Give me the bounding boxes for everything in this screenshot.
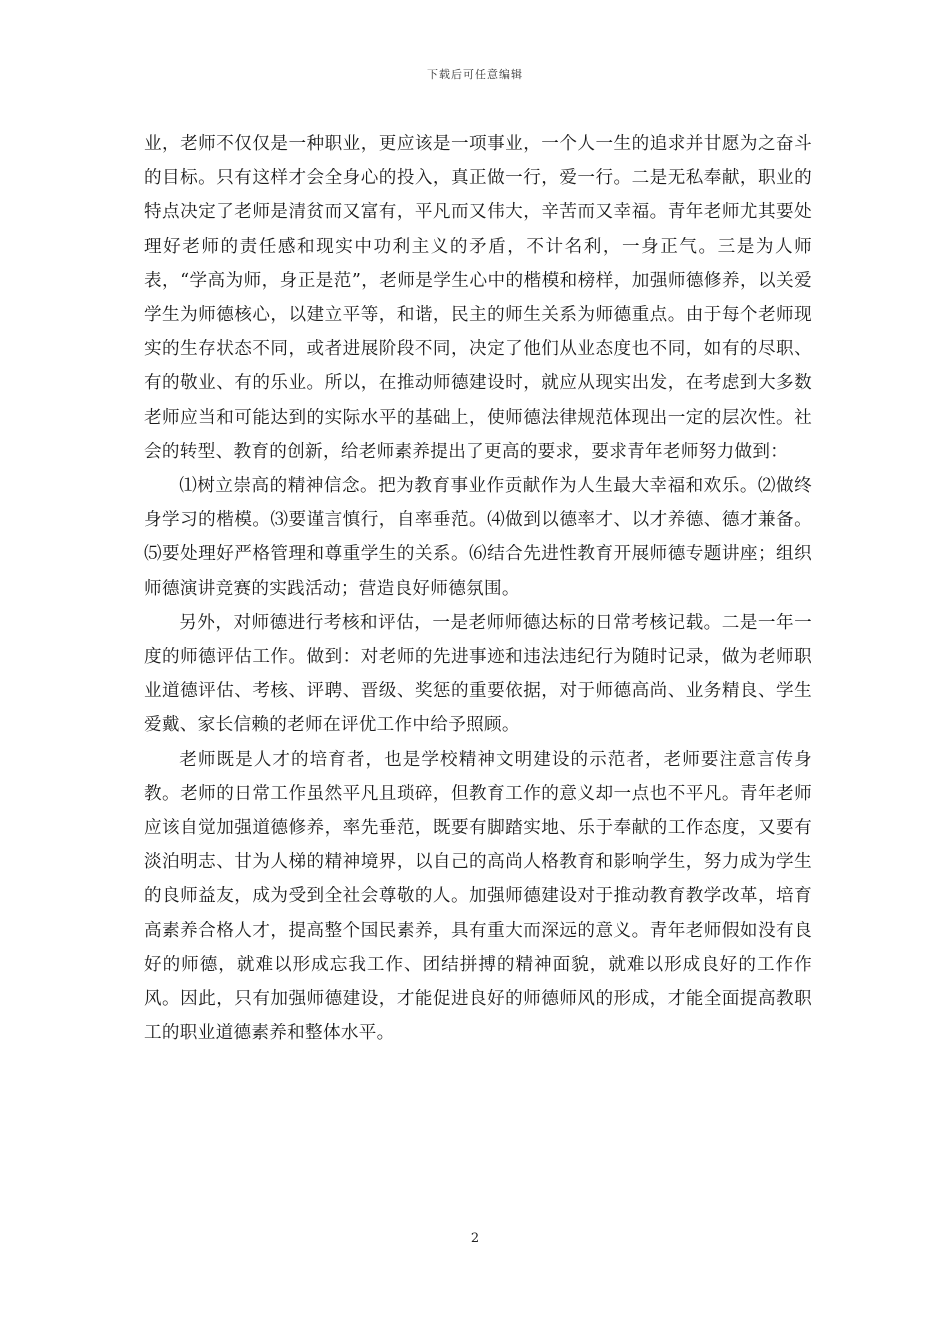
document-body bbox=[144, 127, 812, 1050]
page-number: 2 bbox=[470, 1231, 480, 1246]
page-header: 下载后可任意编辑 bbox=[427, 68, 523, 81]
paragraph-numbered-list: ⑴树立崇高的精神信念。把为教育事业作贡献作为人生最大幸福和欢乐。⑵做终身学习的楷模。⑶要谨言慎行，自率垂范。⑷做到以德率才、以才养德、德才兼备。⑸要处理好严格管理和尊重学生的关系。⑹结合先进性教育开展师德专题讲座；组织师德演讲竞赛的实践活动；营造良好师德氛围。 bbox=[144, 476, 812, 599]
paragraph-continuation: 业，老师不仅仅是一种职业，更应该是一项事业，一个人一生的追求并甘愿为之奋斗的目标。只有这样才会全身心的投入，真正做一行，爱一行。二是无私奉献，职业的特点决定了老师是清贫而又富有，平凡而又伟大，辛苦而又幸福。青年老师尤其要处理好老师的责任感和现实中功利主义的矛盾，不计名利，一身正气。三是为人师表，“学高为师，身正是范”，老师是学生心中的楷模和榜样，加强师德修养，以关爱学生为师德核心，以建立平等，和谐，民主的师生关系为师德重点。由于每个老师现实的生存状态不同，或者进展阶段不同，决定了他们从业态度也不同，如有的尽职、有的敬业、有的乐业。所以，在推动师德建设时，就应从现实出发，在考虑到大多数老师应当和可能达到的实际水平的基础上，使师德法律规范体现出一定的层次性。社会的转型、教育的创新，给老师素养提出了更高的要求，要求青年老师努力做到： bbox=[144, 134, 812, 462]
paragraph-assessment: 另外，对师德进行考核和评估，一是老师师德达标的日常考核记载。二是一年一度的师德评估工作。做到：对老师的先进事迹和违法违纪行为随时记录，做为老师职业道德评估、考核、评聘、晋级、奖惩的重要依据，对于师德高尚、业务精良、学生爱戴、家长信赖的老师在评优工作中给予照顾。 bbox=[144, 612, 812, 736]
paragraph-conclusion: 老师既是人才的培育者，也是学校精神文明建设的示范者，老师要注意言传身教。老师的日常工作虽然平凡且琐碎，但教育工作的意义却一点也不平凡。青年老师应该自觉加强道德修养，率先垂范，既要有脚踏实地、乐于奉献的工作态度，又要有淡泊明志、甘为人梯的精神境界，以自己的高尚人格教育和影响学生，努力成为学生的良师益友，成为受到全社会尊敬的人。加强师德建设对于推动教育教学改革，培育高素养合格人才，提高整个国民素养，具有重大而深远的意义。青年老师假如没有良好的师德，就难以形成忘我工作、团结拼搏的精神面貌，就难以形成良好的工作作风。因此，只有加强师德建设，才能促进良好的师德师风的形成，才能全面提高教职工的职业道德素养和整体水平。 bbox=[144, 749, 812, 1044]
